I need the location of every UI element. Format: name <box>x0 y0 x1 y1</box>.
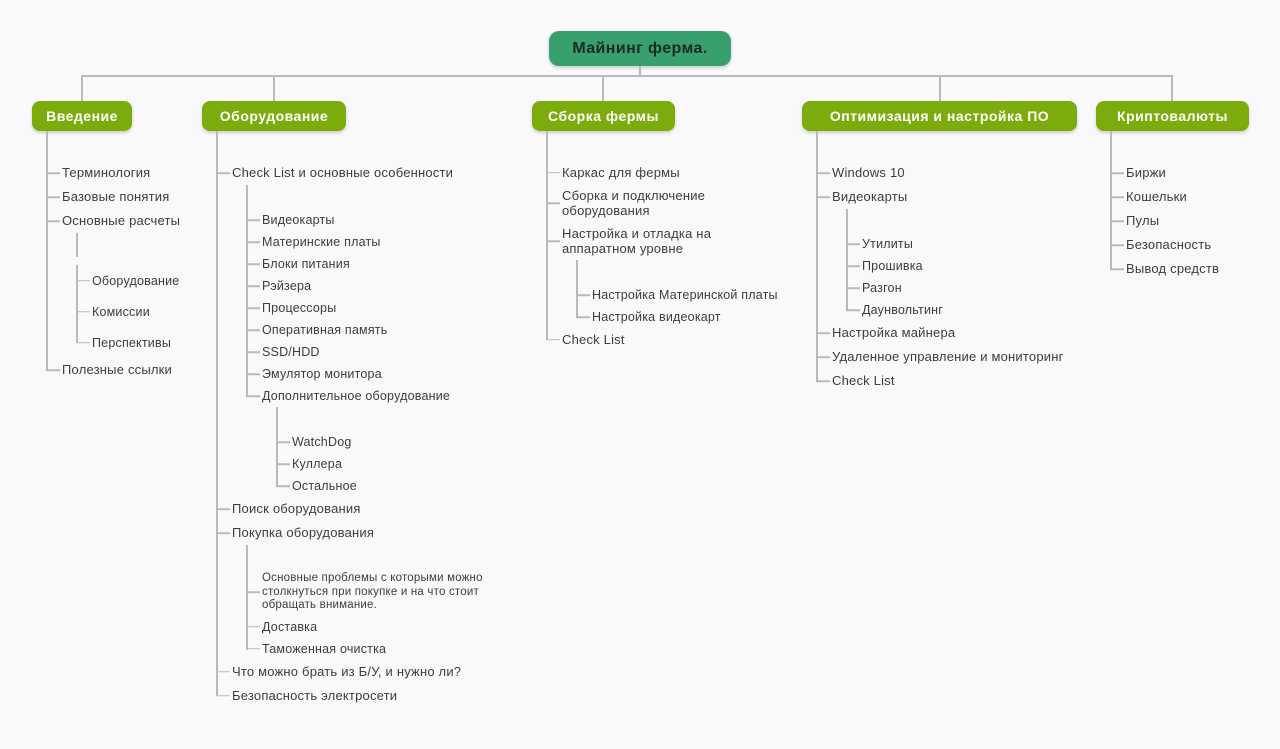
tree-item-label[interactable]: Check List и основные особенности <box>216 161 536 185</box>
tree-children <box>246 185 536 497</box>
tree-item-label[interactable]: SSD/HDD <box>246 341 536 363</box>
tree-item-label[interactable]: Материнские платы <box>246 231 536 253</box>
branch-column <box>32 101 180 382</box>
branch-node-label: Введение <box>46 108 118 124</box>
tree-children <box>576 260 778 328</box>
tree-item-label[interactable]: Check List <box>816 369 1077 393</box>
tree-node <box>846 255 1077 277</box>
tree-node <box>246 385 536 497</box>
tree-item-label[interactable]: Разгон <box>846 277 1077 299</box>
tree-item-label[interactable]: Утилиты <box>846 233 1077 255</box>
tree-children <box>216 131 536 708</box>
tree-node <box>246 569 536 616</box>
tree-node <box>216 161 536 497</box>
tree-node <box>216 521 536 660</box>
tree-node <box>546 184 778 222</box>
tree-item-label[interactable]: Настройка и отладка на аппаратном уровне <box>546 222 738 260</box>
root-node-label: Майнинг ферма. <box>572 39 708 57</box>
tree-children <box>76 233 180 358</box>
tree-node <box>216 684 536 708</box>
tree-node <box>246 253 536 275</box>
tree-item-label[interactable]: Покупка оборудования <box>216 521 536 545</box>
branch-node[interactable] <box>532 101 675 131</box>
tree-node <box>546 222 778 328</box>
connector-branch-drop <box>602 75 604 102</box>
tree-node <box>216 660 536 684</box>
tree-item-label[interactable]: Базовые понятия <box>46 185 180 209</box>
tree-node <box>816 369 1077 393</box>
tree-node <box>76 265 180 296</box>
tree-children <box>246 545 536 660</box>
tree-item-label[interactable]: Оборудование <box>76 265 180 296</box>
tree-item-label[interactable]: Остальное <box>276 475 536 497</box>
branch-node[interactable] <box>32 101 132 131</box>
branch-column <box>802 101 1077 393</box>
tree-item-label[interactable]: Поиск оборудования <box>216 497 536 521</box>
tree-item-label[interactable]: Видеокарты <box>246 209 536 231</box>
tree-item-label[interactable]: Настройка Материнской платы <box>576 284 778 306</box>
tree-node <box>46 358 180 382</box>
tree-item-label[interactable]: Процессоры <box>246 297 536 319</box>
tree-node <box>576 284 778 306</box>
tree-item-label[interactable]: Check List <box>546 328 738 351</box>
branch-node[interactable] <box>202 101 346 131</box>
tree-item-label[interactable]: Видеокарты <box>816 185 1077 209</box>
branch-column <box>532 101 778 351</box>
tree-node <box>816 345 1077 369</box>
tree-item-label[interactable]: Даунвольтинг <box>846 299 1077 321</box>
tree-item-label[interactable]: Кошельки <box>1110 185 1249 209</box>
tree-node <box>816 185 1077 321</box>
tree-node <box>576 306 778 328</box>
tree-item-label[interactable]: Настройка видеокарт <box>576 306 778 328</box>
tree-children <box>816 131 1077 393</box>
tree-node <box>816 161 1077 185</box>
tree-node <box>276 431 536 453</box>
tree-node <box>246 319 536 341</box>
tree-node <box>246 638 536 660</box>
connector-spine <box>81 75 1172 77</box>
tree-node <box>846 299 1077 321</box>
tree-node <box>46 209 180 358</box>
tree-item-label[interactable]: Доставка <box>246 616 536 638</box>
tree-item-label[interactable]: Безопасность электросети <box>216 684 536 708</box>
root-node[interactable] <box>549 31 731 66</box>
branch-node[interactable] <box>802 101 1077 131</box>
tree-children <box>46 131 180 382</box>
tree-node <box>816 321 1077 345</box>
branch-node-label: Оборудование <box>219 108 329 124</box>
tree-item-label[interactable]: WatchDog <box>276 431 536 453</box>
tree-node <box>276 453 536 475</box>
connector-branch-drop <box>939 75 941 102</box>
connector-branch-drop <box>81 75 83 102</box>
tree-item-label[interactable]: Вывод средств <box>1110 257 1249 281</box>
tree-node <box>246 275 536 297</box>
tree-node <box>216 497 536 521</box>
tree-children <box>276 407 536 497</box>
connector-root-drop <box>639 66 641 75</box>
tree-node <box>276 475 536 497</box>
tree-item-label[interactable]: Основные расчеты <box>46 209 180 233</box>
tree-node <box>1110 185 1249 209</box>
connector-branch-drop <box>1171 75 1173 102</box>
tree-item-label[interactable]: Эмулятор монитора <box>246 363 536 385</box>
tree-node <box>46 185 180 209</box>
branch-column <box>1096 101 1249 281</box>
tree-item-label[interactable]: Сборка и подключение оборудования <box>546 184 738 222</box>
tree-node <box>546 328 778 351</box>
tree-item-label[interactable]: Удаленное управление и мониторинг <box>816 345 1077 369</box>
tree-item-label[interactable]: Дополнительное оборудование <box>246 385 536 407</box>
tree-item-label[interactable]: Перспективы <box>76 327 180 358</box>
tree-item-label[interactable]: Куллера <box>276 453 536 475</box>
tree-node <box>546 161 778 184</box>
tree-item-label[interactable]: Безопасность <box>1110 233 1249 257</box>
branch-node-label: Сборка фермы <box>548 108 659 124</box>
tree-item-label[interactable]: Рэйзера <box>246 275 536 297</box>
tree-node <box>46 161 180 185</box>
branch-column <box>202 101 536 708</box>
tree-children <box>1110 131 1249 281</box>
branch-node-label: Оптимизация и настройка ПО <box>829 108 1050 124</box>
tree-item-label[interactable]: Настройка майнера <box>816 321 1077 345</box>
tree-children <box>846 209 1077 321</box>
tree-item-label[interactable]: Основные проблемы с которыми можно столкнуться при покупке и на что стоит обращать внимание. <box>246 569 536 616</box>
tree-node <box>246 363 536 385</box>
tree-item-label[interactable]: Биржи <box>1110 161 1249 185</box>
tree-node <box>246 341 536 363</box>
tree-node <box>246 616 536 638</box>
connector-branch-drop <box>273 75 275 102</box>
tree-node <box>1110 161 1249 185</box>
tree-node <box>76 296 180 327</box>
tree-item-label[interactable]: Комиссии <box>76 296 180 327</box>
tree-node <box>846 233 1077 255</box>
tree-item-label[interactable]: Полезные ссылки <box>46 358 180 382</box>
tree-node <box>76 327 180 358</box>
tree-item-label[interactable]: Каркас для фермы <box>546 161 738 184</box>
tree-item-label[interactable]: Пулы <box>1110 209 1249 233</box>
tree-node <box>1110 257 1249 281</box>
tree-item-label[interactable]: Windows 10 <box>816 161 1077 185</box>
branch-node-label: Криптовалюты <box>1117 108 1228 124</box>
tree-children <box>546 131 778 351</box>
tree-item-label[interactable]: Прошивка <box>846 255 1077 277</box>
tree-item-label[interactable]: Блоки питания <box>246 253 536 275</box>
tree-item-label[interactable]: Терминология <box>46 161 180 185</box>
tree-node <box>246 209 536 231</box>
tree-item-label[interactable]: Таможенная очистка <box>246 638 536 660</box>
tree-node <box>246 231 536 253</box>
tree-item-label[interactable]: Оперативная память <box>246 319 536 341</box>
tree-item-label[interactable]: Что можно брать из Б/У, и нужно ли? <box>216 660 536 684</box>
tree-node <box>1110 233 1249 257</box>
branch-node[interactable] <box>1096 101 1249 131</box>
tree-node <box>846 277 1077 299</box>
tree-node <box>1110 209 1249 233</box>
tree-node <box>246 297 536 319</box>
